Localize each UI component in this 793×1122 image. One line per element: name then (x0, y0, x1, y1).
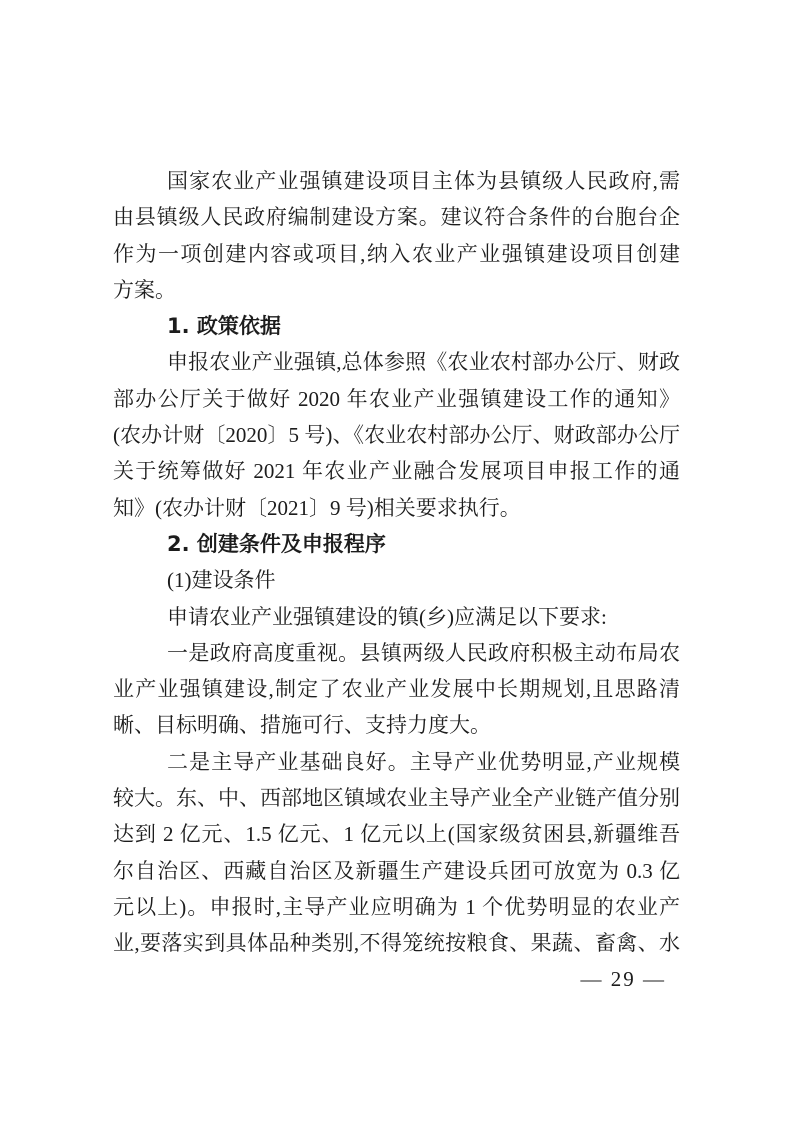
paragraph (113, 163, 680, 308)
text-line: 关于统筹做好 2021 年农业产业融合发展项目申报工作的通 (113, 459, 680, 484)
text-line: 作为一项创建内容或项目,纳入农业产业强镇建设项目创建 (113, 241, 680, 266)
text-line: (1)建设条件 (167, 568, 276, 593)
text-line: 国家农业产业强镇建设项目主体为县镇级人民政府,需 (167, 169, 680, 193)
section-heading-1 (113, 308, 680, 344)
page-footer (113, 966, 680, 992)
text-line: 部办公厅关于做好 2020 年农业产业强镇建设工作的通知》 (113, 386, 680, 411)
text-line: 知》(农办计财〔2021〕9 号)相关要求执行。 (113, 495, 521, 520)
document-body (113, 163, 680, 962)
text-line: 尔自治区、西藏自治区及新疆生产建设兵团可放宽为 0.3 亿 (113, 858, 680, 883)
text-line: 申报农业产业强镇,总体参照《农业农村部办公厅、财政 (167, 350, 680, 375)
paragraph (113, 344, 680, 525)
paragraph (113, 744, 680, 962)
text-line: 元以上)。申报时,主导产业应明确为 1 个优势明显的农业产 (113, 894, 680, 919)
text-line: 达到 2 亿元、1.5 亿元、1 亿元以上(国家级贫困县,新疆维吾 (113, 822, 680, 847)
text-line: 晰、目标明确、措施可行、支持力度大。 (113, 713, 491, 738)
text-line: 申请农业产业强镇建设的镇(乡)应满足以下要求: (167, 604, 607, 629)
text-line: 业产业强镇建设,制定了农业产业发展中长期规划,且思路清 (113, 677, 680, 702)
text-line: 方案。 (113, 277, 176, 302)
heading-line: 2. 创建条件及申报程序 (167, 531, 386, 556)
text-line: 业,要落实到具体品种类别,不得笼统按粮食、果蔬、畜禽、水 (113, 931, 680, 956)
text-line: 一是政府高度重视。县镇两级人民政府积极主动布局农 (167, 640, 680, 665)
paragraph (113, 562, 680, 598)
paragraph (113, 599, 680, 635)
text-line: (农办计财〔2020〕5 号)、《农业农村部办公厅、财政部办公厅 (113, 423, 680, 448)
text-line: 由县镇级人民政府编制建设方案。建议符合条件的台胞台企 (113, 205, 680, 230)
heading-line: 1. 政策依据 (167, 314, 281, 339)
paragraph (113, 635, 680, 744)
text-line: 二是主导产业基础良好。主导产业优势明显,产业规模 (167, 749, 680, 774)
section-heading-2 (113, 526, 680, 562)
text-line: 较大。东、中、西部地区镇域农业主导产业全产业链产值分别 (113, 786, 680, 811)
page-number: — 29 — (580, 967, 666, 991)
